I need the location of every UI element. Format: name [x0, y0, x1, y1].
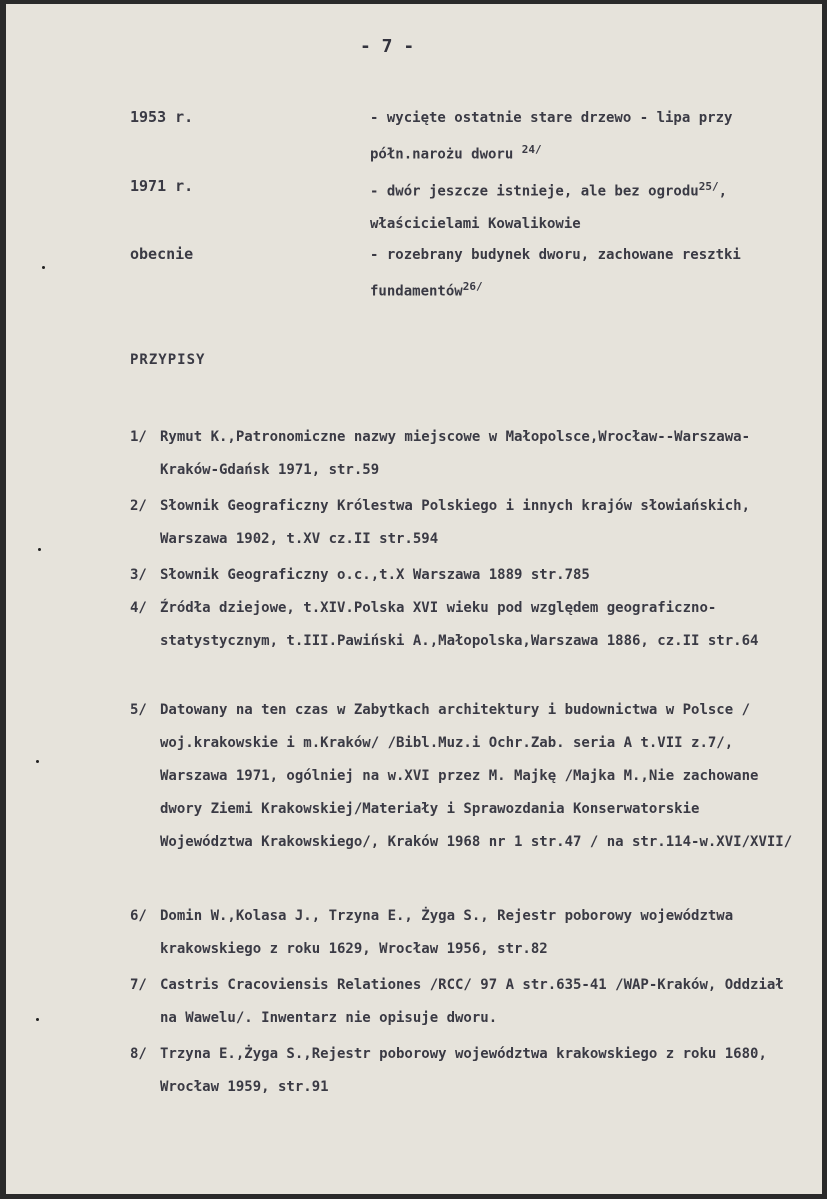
footnote-5: 5/ Datowany na ten czas w Zabytkach architektury i budownictwa w Polsce / woj.krakowskie i m.Kraków/ /Bibl.Muz.i Ochr.Zab. seria A t.VII z.7/, Warszawa 1971, ogólniej na w.XVI przez M. Majkę /Majka M.,Nie zachowane dwory Ziemi Krakowskiej/Materiały i Sprawozdania Konserwatorskie Województwa Krakowskiego/, Kraków 1968 nr 1 str.47 / na str.114-w.XVI/XVII/ — [130, 702, 793, 850]
footnote-2: 2/ Słownik Geograficzny Królestwa Polskiego i innych krajów słowiańskich, Warszawa 1902, t.XV cz.II str.594 — [130, 498, 751, 547]
footnotes-heading: PRZYPISY — [130, 352, 206, 368]
margin-speck — [38, 548, 41, 551]
scan-border-right — [822, 0, 827, 1199]
page-number: - 7 - — [360, 36, 415, 57]
footnote-3: 3/ Słownik Geograficzny o.c.,t.X Warszawa 1889 str.785 — [130, 567, 590, 583]
chronology-year-1: 1953 r. — [130, 108, 194, 126]
margin-speck — [42, 266, 45, 269]
chronology-entry-3: - rozebrany budynek dworu, zachowane resztki fundamentów$^{26/}$ — [370, 247, 741, 300]
chronology-year-3: obecnie — [130, 245, 194, 263]
footnote-6: 6/ Domin W.,Kolasa J., Trzyna E., Żyga S., Rejestr poborowy województwa krakowskiego z roku 1629, Wrocław 1956, str.82 — [130, 908, 734, 957]
scan-border-top — [0, 0, 827, 4]
footnote-8: 8/ Trzyna E.,Żyga S.,Rejestr poborowy województwa krakowskiego z roku 1680, Wrocław 1959, str.91 — [130, 1046, 767, 1095]
margin-speck — [36, 760, 39, 763]
scan-border-bottom — [0, 1194, 827, 1199]
margin-speck — [36, 1018, 39, 1021]
chronology-entry-1: - wycięte ostatnie stare drzewo - lipa przy półn.narożu dworu $^{24/}$ — [370, 110, 733, 163]
footnote-1: 1/ Rymut K.,Patronomiczne nazwy miejscowe w Małopolsce,Wrocław--Warszawa-Kraków-Gdańsk 1971, str.59 — [130, 429, 751, 478]
chronology-entry-2: - dwór jeszcze istnieje, ale bez ogrodu$^{25/}$, właścicielami Kowalikowie — [370, 180, 728, 232]
scan-border-left — [0, 0, 6, 1199]
footnote-7: 7/ Castris Cracoviensis Relationes /RCC/ 97 A str.635-41 /WAP-Kraków, Oddział na Wawelu/. Inwentarz nie opisuje dworu. — [130, 977, 784, 1026]
footnote-4: 4/ Źródła dziejowe, t.XIV.Polska XVI wieku pod względem geograficzno-statystycznym, t.III.Pawiński A.,Małopolska,Warszawa 1886, cz.II str.64 — [130, 600, 759, 649]
chronology-year-2: 1971 r. — [130, 177, 194, 195]
